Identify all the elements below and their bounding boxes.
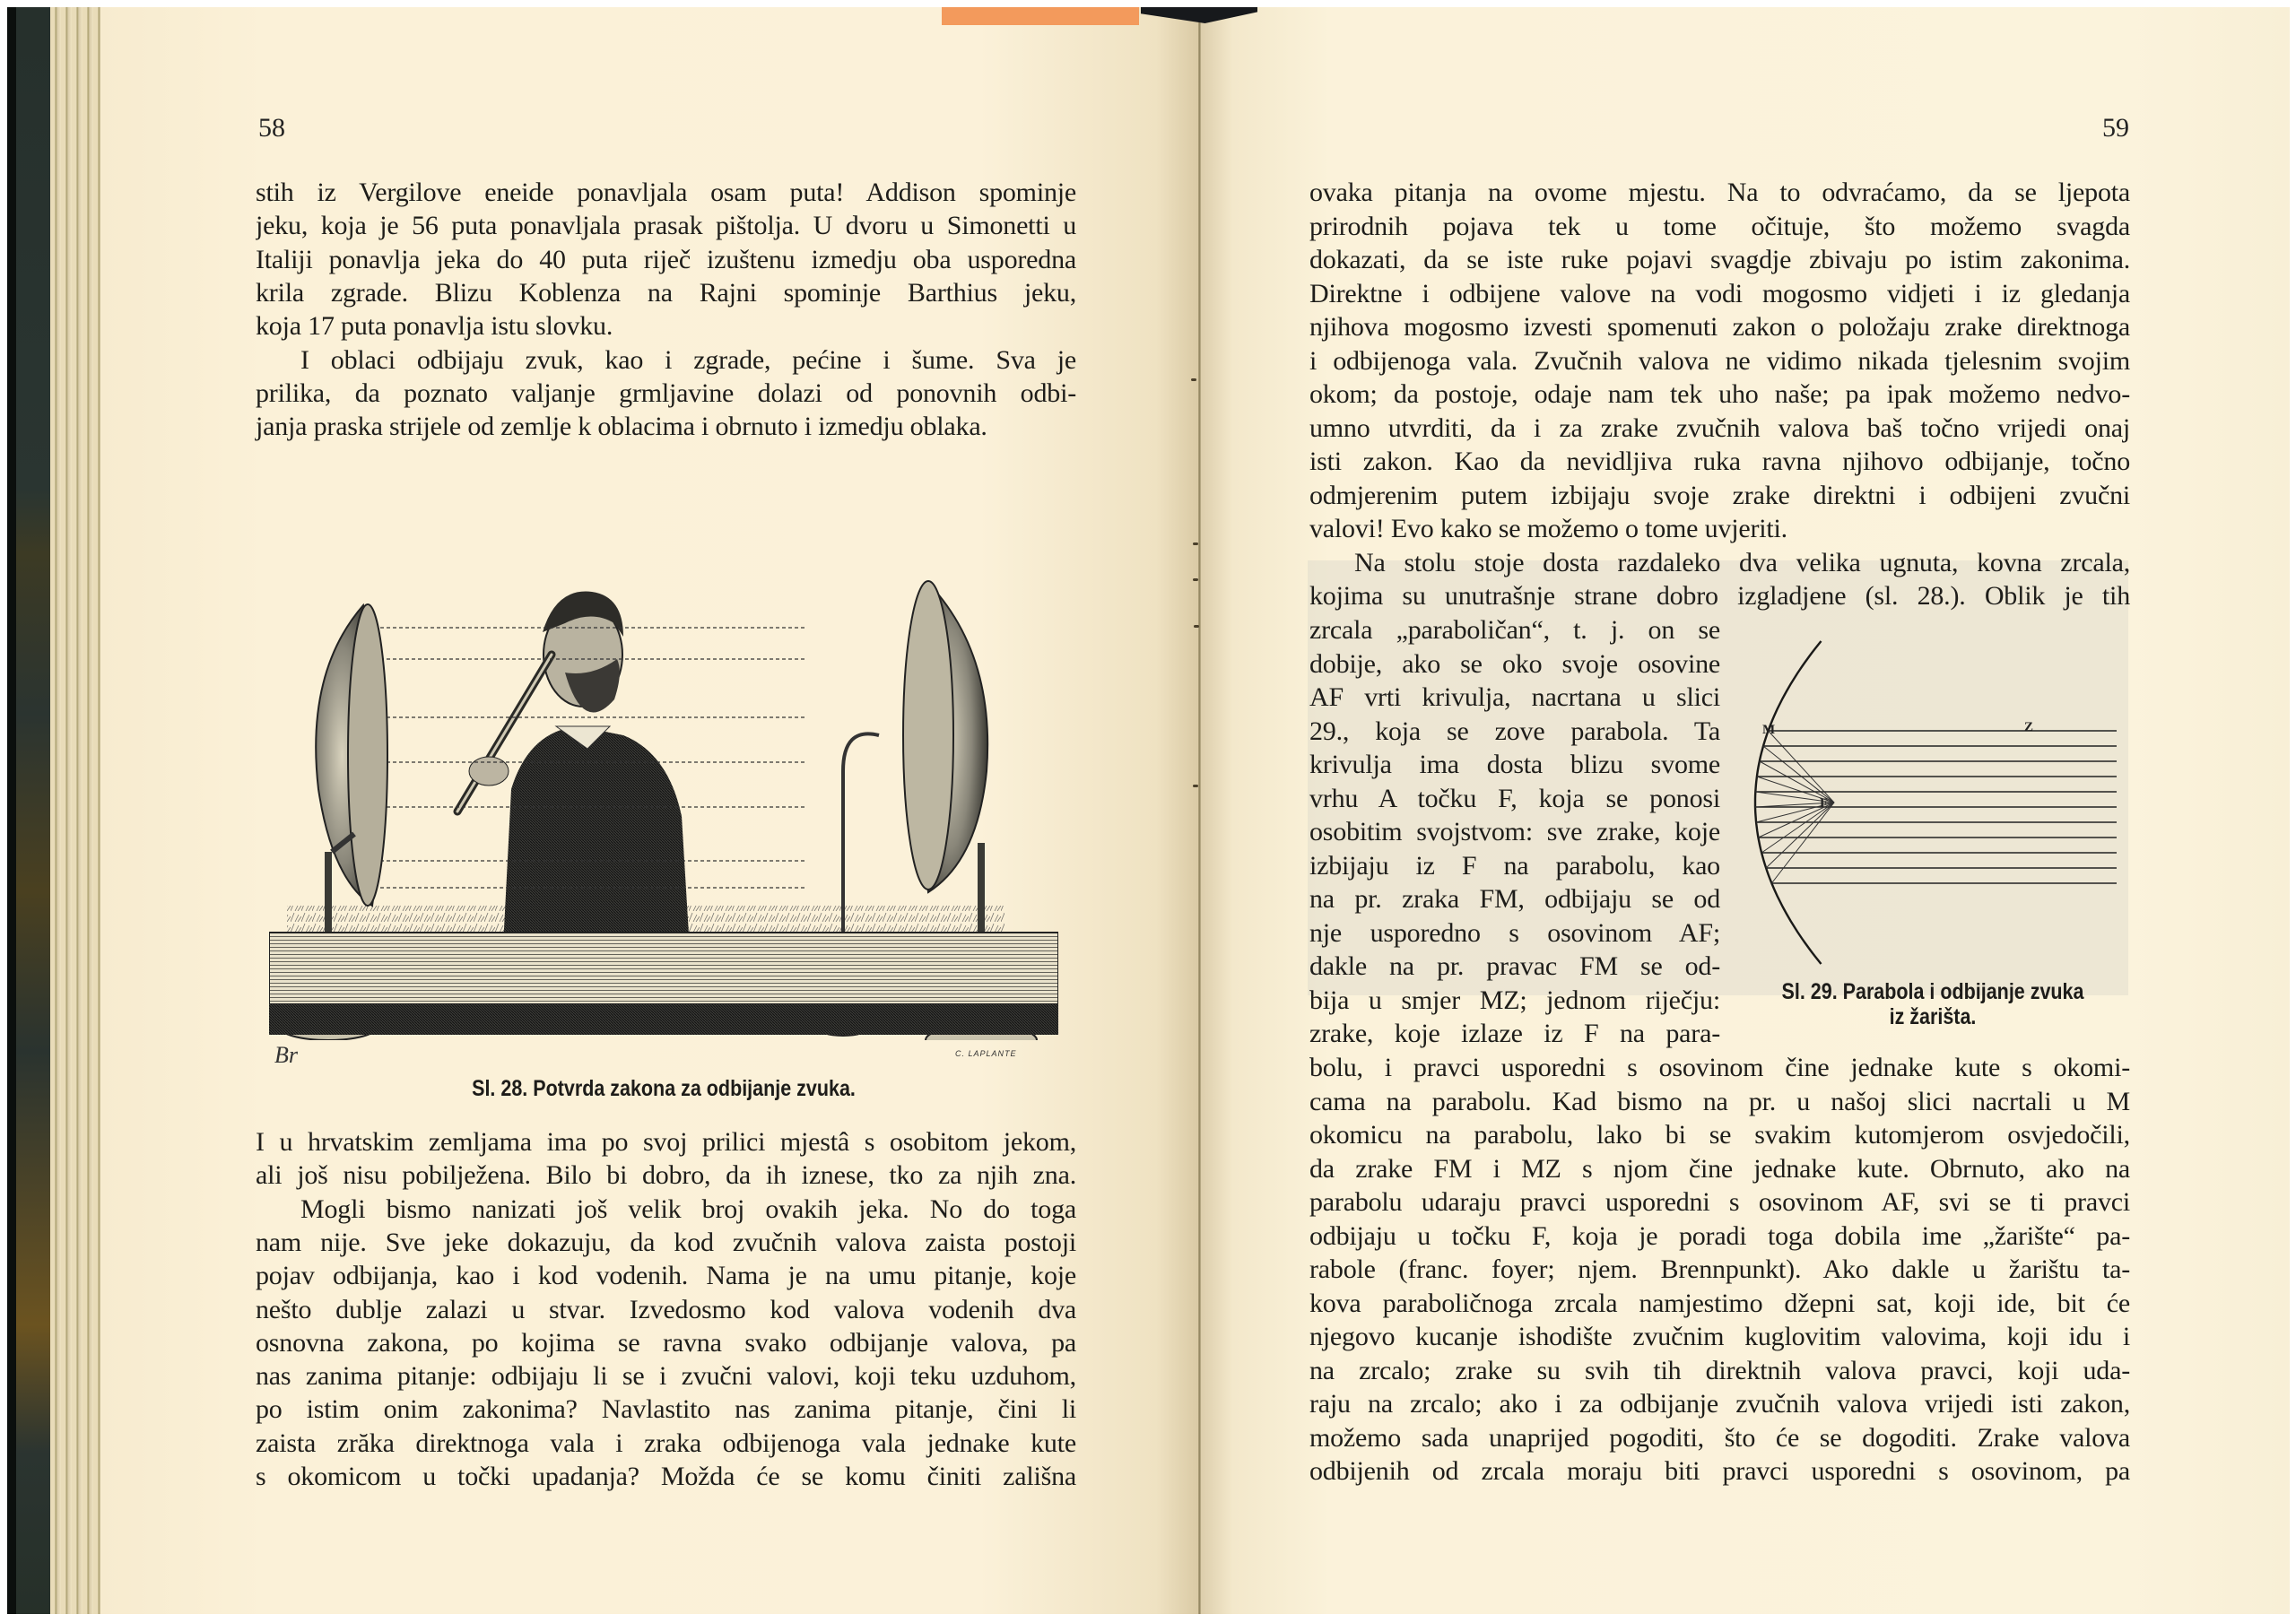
text-line: Italiji ponavlja jeka do 40 puta riječ izuštenu izmedju oba usporedna [256,244,1076,274]
text-line: dokazati, da se iste ruke pojavi svagdje zbivaju po istim zakonima. [1309,245,2130,274]
text-line: umno utvrditi, da i za zrake zvučnih valova baš točno vrijedi onaj [1309,412,2130,443]
text-line: osnovna zakona, po kojima se ravna svako odbijanje valova, pa [256,1327,1076,1358]
text-line: prilika, da poznato valjanje grmljavine dolazi od ponovnih odbi- [256,378,1076,408]
text-line: dobije, ako se oko svoje osovine [1309,648,1720,679]
text-line: valovi! Evo kako se možemo o tome uvjeriti. [1309,514,1787,543]
focal-ray [1766,803,1834,868]
text-line: cama na parabolu. Kad bismo na pr. u našoj slici nacrtali u M [1309,1086,2130,1116]
text-line: po istim onim zakonima? Navlastito nas zanima pitanje, čini li [256,1394,1076,1425]
text-line: nam nije. Sve jeke dokazuju, da kod zvučnih valova zaista postoji [256,1227,1076,1257]
text-line: AF vrti krivulja, nacrtana u slici [1309,682,1720,712]
text-line: osobitim svojstvom: sve zrake, koje [1309,817,1720,846]
text-line: odbijaju u točku F, koja je poradi toga dobila ime „žarište“ pa- [1309,1220,2130,1251]
text-line: nas zanima pitanje: odbijaju li se i zvučni valovi, koji teku uzduhom, [256,1361,1076,1392]
text-line: koja 17 puta ponavlja istu slovku. [256,311,613,342]
text-line: bija u smjer MZ; jednom riječju: [1309,985,1720,1015]
text-line: kova paraboličnoga zrcala namjestimo džepni sat, koji ide, bit će [1309,1288,2130,1318]
text-line: ali još nisu pobilježena. Bilo bi dobro, da ih iznese, tko za njih zna. [256,1160,1076,1191]
text-line: na pr. zraka FM, odbijaju se od [1309,884,1720,914]
text-line: odbijenih od zrcala moraju biti pravci usporedni s osovinom, pa [1309,1456,2130,1486]
text-line: pojav odbijanja, kao i kod vodenih. Nama je na umu pitanje, koje [256,1261,1076,1291]
engraver-signature: Br [274,1042,298,1068]
text-line: vrhu A točku F, koja se ponosi [1309,783,1720,813]
text-line: zaista zrăka direktnoga vala i zraka odbijenoga vala jednake kute [256,1428,1076,1458]
text-line: na zrcalo; zrake su svih tih direktnih valova pravci, koji uda- [1309,1355,2130,1385]
gutter [1198,22,1201,1614]
margin-speck [1193,542,1198,545]
text-line: I u hrvatskim zemljama ima po svoj prilici mjestâ s osobitom jekom, [256,1127,1076,1157]
text-line: Na stolu stoje dosta razdaleko dva velika ugnuta, kovna zrcala, [1354,547,2130,577]
text-line: parabolu udaraju pravci usporedni s osovinom AF, svi se ti pravci [1309,1187,2130,1217]
text-line: Direktne i odbijene valove na vodi mogosmo vidjeti i iz gledanja [1309,278,2130,308]
text-line: bolu, i pravci usporedni s osovinom čine jednake kute s okomi- [1309,1053,2130,1082]
margin-speck [1193,785,1198,787]
text-line: janja praska strijele od zemlje k oblacima i obrnuto i izmedju oblaka. [256,412,987,442]
text-line: s okomicom u točki upadanja? Možda će se komu činiti zališna [256,1462,1076,1491]
text-line: krivulja ima dosta blizu svome [1309,750,1720,779]
figure-28-engraving [269,556,1058,1040]
text-line: rabole (franc. foyer; njem. Brennpunkt). Ako dakle u žarištu ta- [1309,1254,2130,1284]
text-line: zrake, koje izlaze iz F na para- [1309,1019,1720,1048]
cover-edge [7,7,16,1614]
text-line: kojima su unutrašnje strane dobro izgladjene (sl. 28.). Oblik je tih [1309,581,2130,611]
figure-29-caption [1763,979,2102,1029]
page-number-right: 59 [2102,113,2129,143]
focal-ray [1771,803,1834,883]
text-line: zrcala „paraboličan“, t. j. on se [1309,615,1720,645]
figure-29-parabola [1735,628,2130,977]
text-line: krila zgrade. Blizu Koblenza na Rajni spominje Barthius jeku, [256,277,1076,308]
text-line: nešto dublje zalazi u stvar. Izvedosmo kod valova vodenih dva [256,1294,1076,1324]
page-edges [50,7,100,1614]
text-line: njihova mogosmo izvesti spomenuti zakon o položaju zrake direktnoga [1309,312,2130,342]
bookmark-tab [942,7,1139,25]
text-line: Mogli bismo nanizati još velik broj ovakih jeka. No do toga [300,1193,1076,1224]
figure-29-caption-line2: iz žarišta. [1889,1004,1977,1029]
text-line: okom; da postoje, odaje nam tek uho naše; pa ipak možemo nedvo- [1309,379,2130,409]
table-edge [269,1004,1058,1035]
text-line: ovaka pitanja na ovome mjestu. Na to odvraćamo, da se ljepota [1309,178,2130,207]
text-line: nje usporedno s osovinom AF; [1309,917,1720,948]
text-line: 29., koja se zove parabola. Ta [1309,716,1720,746]
text-line: isti zakon. Kao da nevidljiva ruka ravna njihovo odbijanje, točno [1309,447,2130,476]
text-line: stih iz Vergilove eneide ponavljala osam puta! Addison spominje [256,178,1076,207]
text-line: jeku, koja je 56 puta ponavljala prasak pištolja. U dvoru u Simonetti u [256,211,1076,241]
margin-speck [1193,578,1198,581]
margin-speck [1191,378,1196,381]
text-line: raju na zrcalo; ako i za odbijanje zvučnih valova vrijedi isti zakon, [1309,1389,2130,1419]
text-line: izbijaju iz F na parabolu, kao [1309,850,1720,881]
artist-signature: C. LAPLANTE [955,1049,1017,1058]
label-M: M [1762,723,1776,737]
label-Z: Z [2024,720,2034,734]
text-line: i odbijenoga vala. Zvučnih valova ne vidimo nikada tjelesnim svojim [1309,345,2130,376]
text-line: možemo sada unaprijed pogoditi, što će se dogoditi. Zrake valova [1309,1422,2130,1453]
text-line: prirodnih pojava tek u tome očituje, što možemo svagda [1309,211,2130,241]
parabola-curve [1755,641,1822,964]
page-number-left: 58 [258,113,285,143]
margin-speck [1194,625,1199,628]
text-line: dakle na pr. pravac FM se od- [1309,951,1720,981]
table-top [269,933,1058,1004]
label-F: F [1820,796,1829,811]
figure-28-caption: Sl. 28. Potvrda zakona za odbijanje zvuka. [472,1076,856,1101]
text-line: okomicu na parabolu, lako bi se svakim kutomjerom osvjedočili, [1309,1120,2130,1150]
figure-29-caption-line1: Sl. 29. Parabola i odbijanje zvuka [1781,979,2084,1004]
text-line: I oblaci odbijaju zvuk, kao i zgrade, pećine i šume. Sva je [300,344,1076,375]
text-line: njegovo kucanje ishodište zvučnim kuglovitim valovima, koji idu i [1309,1322,2130,1351]
text-line: odmjerenim putem izbijaju svoje zrake direktni i odbijeni zvučni [1309,480,2130,510]
text-line: da zrake FM i MZ s njom čine jednake kute. Obrnuto, ako na [1309,1153,2130,1184]
